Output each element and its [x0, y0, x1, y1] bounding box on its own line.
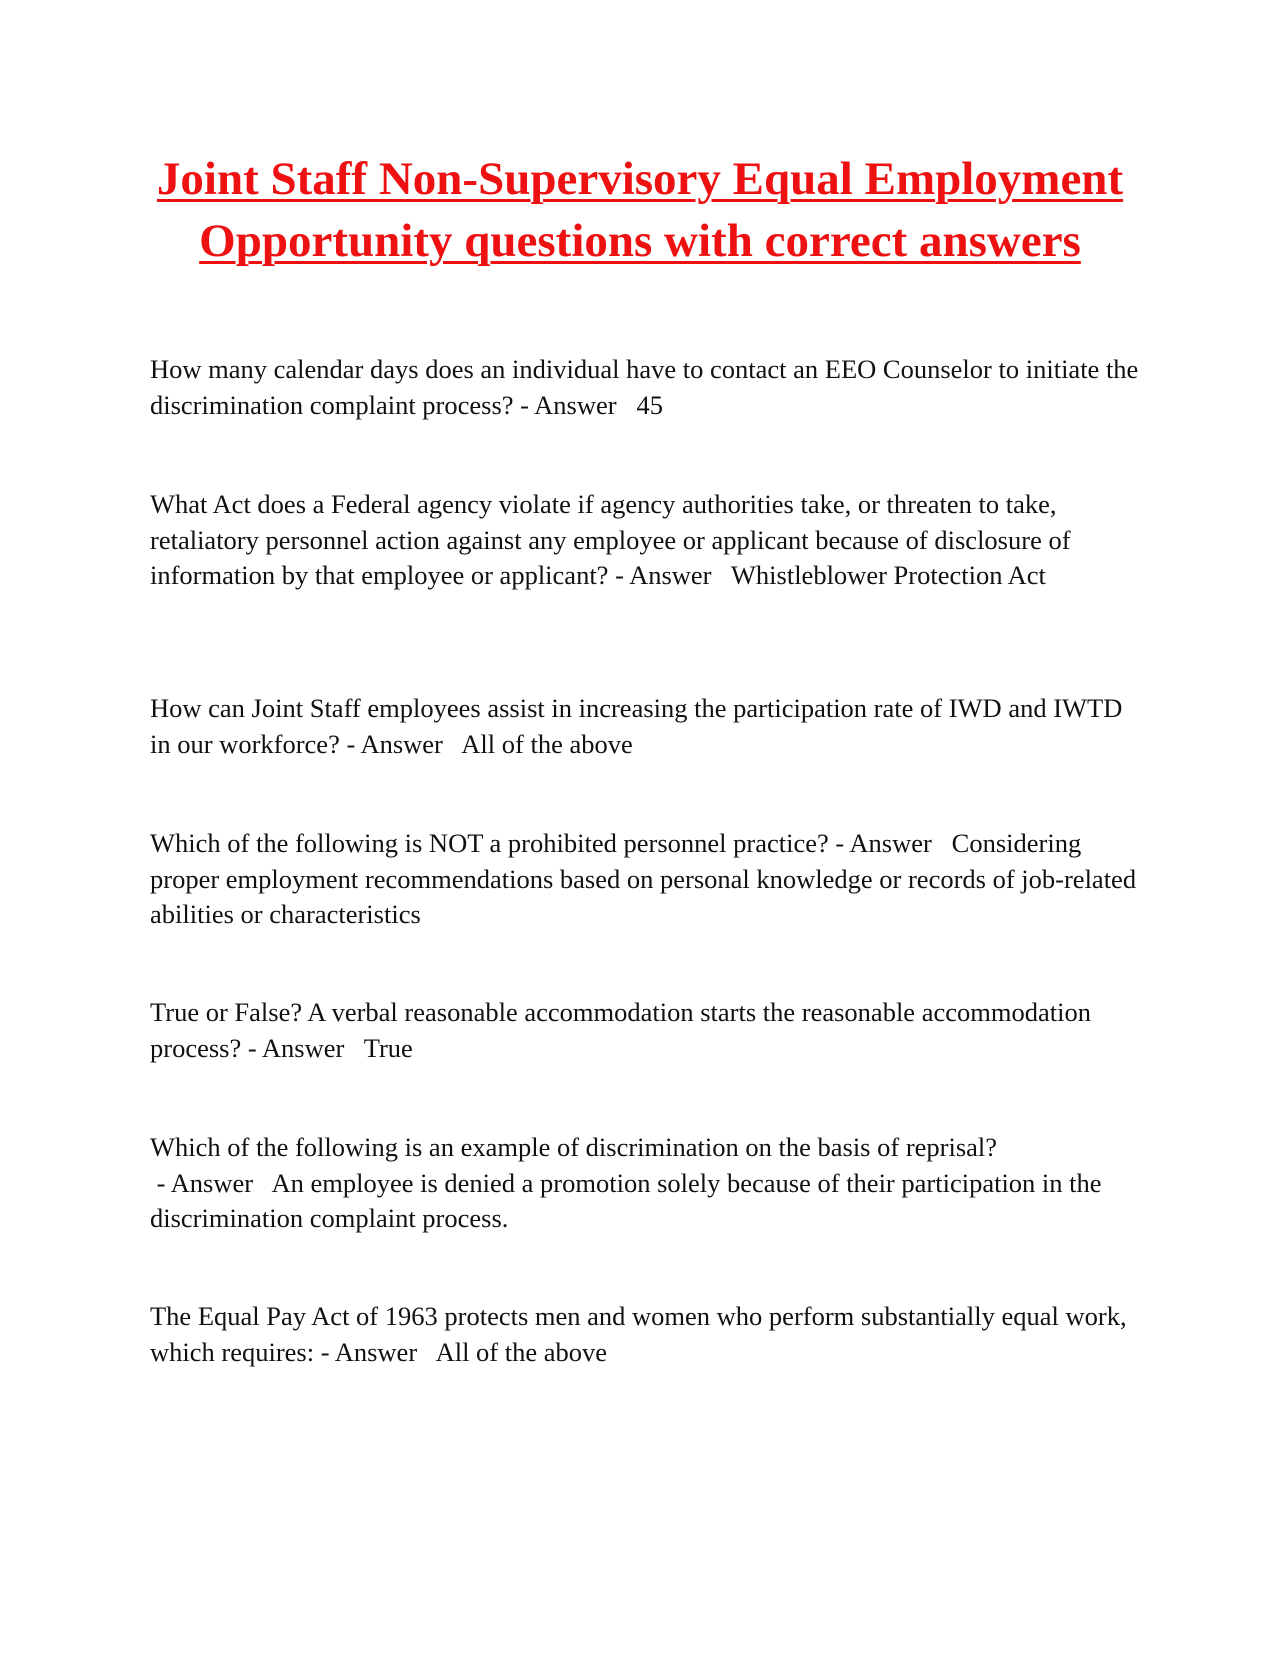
answer-label: - Answer	[241, 1032, 364, 1063]
answer-text: All of the above	[435, 1336, 608, 1367]
question-text: How many calendar days does an individual have to contact an EEO Counselor to initiate the discrimination complaint process?	[150, 354, 1139, 420]
answer-text: 45	[636, 389, 663, 420]
answer-text: Considering proper employment recommendations based on personal knowledge or records of job-related abilities or characteristics	[150, 828, 1137, 930]
answer-label: - Answer	[608, 560, 731, 591]
qa-item-5	[150, 995, 1140, 1066]
question-text: True or False? A verbal reasonable accommodation starts the reasonable accommodation process?	[150, 997, 1091, 1063]
answer-label: - Answer	[513, 389, 637, 420]
answer-text: True	[363, 1032, 413, 1063]
answer-label: - Answer	[314, 1336, 436, 1367]
document-title	[140, 148, 1140, 272]
answer-text: Whistleblower Protection Act	[730, 560, 1046, 591]
answer-text: An employee is denied a promotion solely because of their participation in the discrimination complaint process.	[150, 1167, 1102, 1234]
qa-item-7	[150, 1299, 1140, 1370]
answer-label: - Answer	[828, 828, 952, 858]
question-text: The Equal Pay Act of 1963 protects men and women who perform substantially equal work, which requires:	[150, 1301, 1127, 1367]
question-text: How can Joint Staff employees assist in increasing the participation rate of IWD and IWTD in our workforce?	[150, 693, 1123, 759]
answer-label: - Answer	[339, 728, 462, 759]
answer-text: All of the above	[461, 728, 633, 759]
qa-item-6	[150, 1130, 1140, 1237]
question-text: Which of the following is an example of discrimination on the basis of reprisal?	[150, 1132, 998, 1162]
qa-item-4	[150, 826, 1140, 933]
question-text: Which of the following is NOT a prohibited personnel practice?	[150, 828, 829, 858]
document-title-text: Joint Staff Non-Supervisory Equal Employment Opportunity questions with correct answers	[156, 153, 1124, 267]
qa-item-1	[150, 352, 1140, 423]
answer-label: - Answer	[150, 1167, 272, 1198]
question-text: What Act does a Federal agency violate if agency authorities take, or threaten to take, retaliatory personnel action against any employee or applicant because of disclosure of information by that employee or applicant?	[150, 489, 1071, 591]
qa-item-2	[150, 487, 1140, 594]
qa-item-3	[150, 691, 1140, 762]
